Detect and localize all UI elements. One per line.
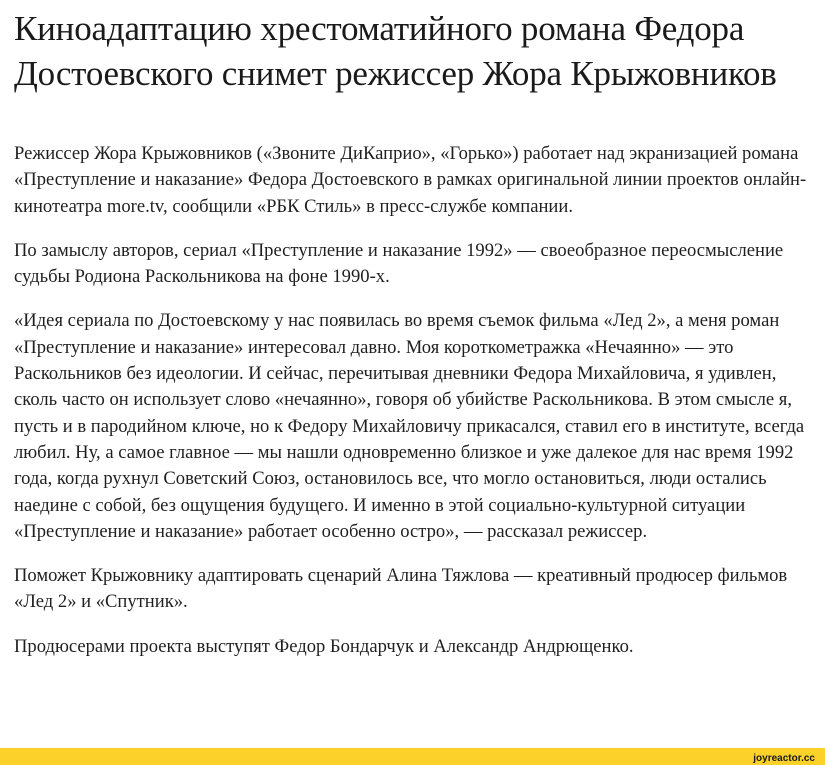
article-paragraph: По замыслу авторов, сериал «Преступление и наказание 1992» — своеобразное переосмысление судьбы Родиона Раскольникова на фоне 1990-х. xyxy=(14,239,784,288)
article-paragraph: «Идея сериала по Достоевскому у нас появилась во время съемок фильма «Лед 2», а меня роман «Преступление и наказание» интересовал давно. Моя короткометражка «Нечаянно» — это Раскольников без идеологии. И сейчас, перечитывая дневники Федора Михайловича, я удивлен, сколь часто он использует слово «нечаянно», говоря об убийстве Раскольникова. В этом смысле я, пусть и в пародийном ключе, но к Федору Михайловичу прикасался, ставил его в институте, всегда любил. Ну, а самое главное — мы нашли одновременно близкое и уже далекое для нас время 1992 года, когда рухнул Советский Союз, остановилось все, что могло остановиться, люди остались наедине с собой, без ощущения будущего. И именно в этой социально-культурной ситуации «Преступление и наказание» работает особенно остро», — рассказал режиссер. xyxy=(14,310,805,542)
watermark-bar xyxy=(0,748,825,765)
article-paragraph: Режиссер Жора Крыжовников («Звоните ДиКаприо», «Горько») работает над экранизацией романа «Преступление и наказание» Федора Достоевского в рамках оригинальной линии проектов онлайн-кинотеатра more.tv, сообщили «РБК Стиль» в пресс-службе компании. xyxy=(14,143,807,217)
article-paragraph: Продюсерами проекта выступят Федор Бондарчук и Александр Андрющенко. xyxy=(14,635,634,657)
article-paragraph: Поможет Крыжовнику адаптировать сценарий Алина Тяжлова — креативный продюсер фильмов «Лед 2» и «Спутник». xyxy=(14,565,788,613)
article xyxy=(14,0,820,678)
watermark-brand[interactable]: joyreactor.cc xyxy=(753,753,815,764)
article-headline: Киноадаптацию хрестоматийного романа Федора Достоевского снимет режиссер Жора Крыжовников xyxy=(14,9,777,93)
article-body xyxy=(14,141,820,660)
